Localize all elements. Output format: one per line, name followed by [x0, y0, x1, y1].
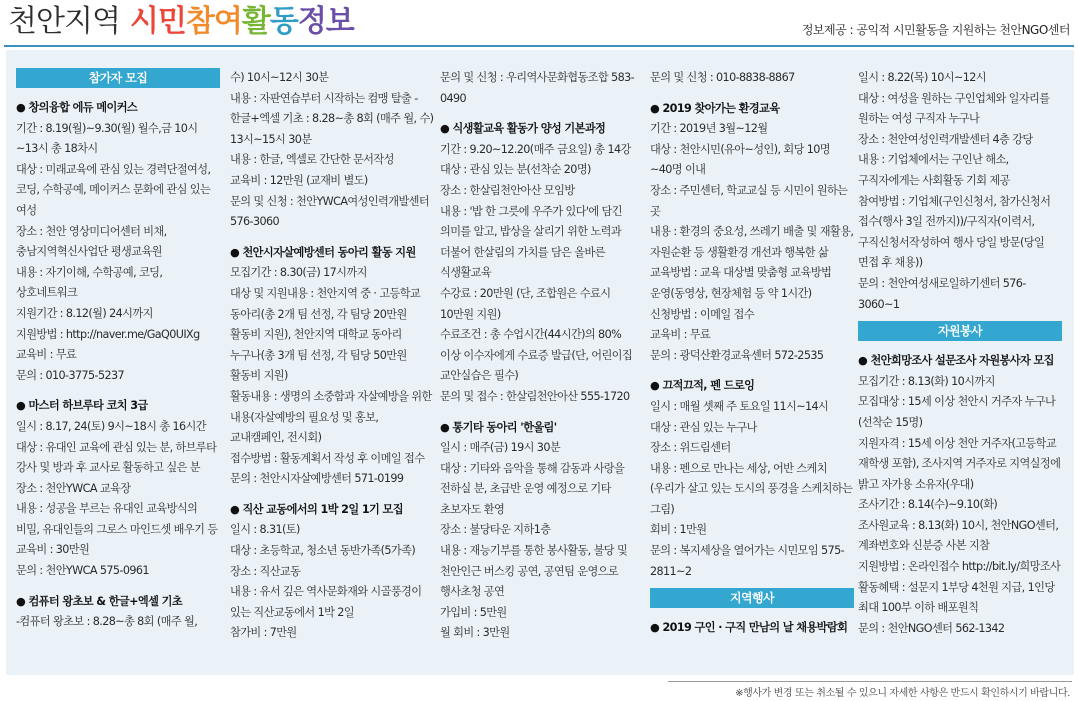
item-detail: 수) 10시~12시 30분: [230, 71, 329, 84]
item-detail: 대상 : 미래교육에 관심 있는 경력단절여성, 코딩, 수학공예, 메이커스 문화에 관심 있는 여성: [16, 162, 211, 217]
item-detail: 내용 : 환경의 중요성, 쓰레기 배출 및 재활용, 자원순환 등 생활환경 개선과 행복한 삶: [650, 225, 854, 259]
item-detail: 문의 : 광덕산환경교육센터 572-2535: [650, 348, 824, 362]
item-detail: 일시 : 8.22(목) 10시~12시: [858, 71, 986, 84]
item-detail: 수강료 : 20만원 (단, 조합원은 수료시 10만원 지원): [440, 286, 611, 321]
item-detail: 장소 : 천안 영상미디어센터 비채, 충남지역혁신사업단 평생교육원: [16, 224, 167, 259]
item-detail: 일시 : 매월 셋째 주 토요일 11시~14시: [650, 399, 829, 413]
footer-note: ※행사가 변경 또는 취소될 수 있으니 자세한 사항은 반드시 확인하시기 바랍니다.: [735, 688, 1070, 699]
item-detail: 장소 : 위드림센터: [650, 441, 731, 455]
item-detail: 문의 : 010-3775-5237: [16, 368, 125, 382]
item-title: ● 컴퓨터 왕초보 & 한글+엑셀 기초: [16, 594, 183, 608]
item-detail: 지원기간 : 8.12(월) 24시까지: [16, 306, 153, 320]
item-detail: 장소 : 천안YWCA 교육장: [16, 481, 131, 495]
item-detail: 가입비 : 5만원: [440, 605, 507, 619]
item-detail: 내용 : 기업체에서는 구인난 해소, 구직자에게는 사회활동 기회 제공: [858, 153, 1010, 187]
item-detail: 장소 : 한살림천안아산 모임방: [440, 183, 575, 197]
item-detail: 교육비 : 12만원 (교재비 별도): [230, 173, 368, 187]
item-detail: 장소 : 주민센터, 학교교실 등 시민이 원하는 곳: [650, 183, 848, 218]
item-detail: 대상 : 초등학교, 청소년 동반가족(5가족): [230, 544, 416, 558]
title-part-2: 참여: [185, 4, 242, 39]
title-part-4: 동: [269, 4, 298, 39]
item-detail: 모집대상 : 15세 이상 천안시 거주자 누구나(선착순 15명): [858, 395, 1056, 429]
item-detail: 문의 : 천안시자살예방센터 571-0199: [230, 472, 404, 486]
item-title: ● 창의융합 에듀 메이커스: [16, 101, 138, 114]
item-detail: -컴퓨터 왕초보 : 8.28~총 8회 (매주 월,: [16, 615, 198, 629]
item-detail: 월 회비 : 3만원: [440, 626, 510, 640]
info-provider: 정보제공 : 공익적 시민활동을 지원하는 천안NGO센터: [801, 23, 1070, 37]
item-detail: 내용 : 유서 깊은 역사문화재와 시골풍경이 있는 직산교동에서 1박 2일: [230, 585, 422, 619]
item-detail: 지원자격 : 15세 이상 천안 거주자(고등학교 재학생 포함), 조사지역 거주자로 지역실정에 밝고 자가용 소유자(우대): [858, 436, 1061, 491]
item-detail: 대상 : 천안시민(유아~성인), 회당 10명~40명 이내: [650, 142, 830, 177]
item-detail: 대상 : 유대인 교육에 관심 있는 분, 하브루타 강사 및 방과 후 교사로 활동하고 싶은 분: [16, 440, 217, 475]
item-detail: 내용 : 자판연습부터 시작하는 컴맹 탈출 -한글+엑셀 기초 : 8.28~총 8회 (매주 월, 수) 13시~15시 30분: [230, 91, 434, 146]
item-detail: 모집기간 : 8.30(금) 17시까지: [230, 266, 367, 280]
section-heading-bar: 자원봉사: [858, 321, 1062, 341]
title-part-3: 활: [241, 4, 270, 39]
item-detail: 내용 : '밥 한 그릇에 우주가 있다'에 담긴 의미를 알고, 밥상을 살리기 위한 노력과 더불어 한살림의 가치를 담은 올바른 식생활교육: [440, 204, 622, 280]
item-detail: 문의 및 신청 : 010-8838-8867: [650, 71, 795, 84]
footer-divider: [668, 681, 1072, 682]
item-detail: 교육방법 : 교육 대상별 맞춤형 교육방법 운영(동영상, 현장체험 등 약 1시간): [650, 266, 832, 300]
section-heading-bar: 참가자 모집: [16, 68, 220, 88]
item-title: ● 2019 구인 · 구직 만남의 날 채용박람회: [650, 621, 848, 635]
item-detail: 내용 : 성공을 부르는 유대인 교육방식의 비밀, 유대인들의 그로스 마인드셋 배우기 등: [16, 502, 218, 536]
item-detail: 문의 : 천안YWCA 575-0961: [16, 564, 149, 578]
column-5: [858, 68, 1062, 639]
content-panel: [6, 50, 1074, 675]
page-title: [8, 2, 354, 42]
item-detail: 활동혜택 : 설문지 1부당 4천원 지급, 1인당 최대 100부 이하 배포원칙: [858, 580, 1055, 615]
item-detail: 장소 : 천안여성인력개발센터 4층 강당: [858, 132, 1033, 146]
item-detail: 지원방법 : http://naver.me/GaQ0UIXg: [16, 327, 200, 341]
item-detail: 참가비 : 7만원: [230, 626, 297, 640]
item-detail: 문의 : 천안여성새로일하기센터 576-3060~1: [858, 276, 1026, 311]
item-detail: 모집기간 : 8.13(화) 10시까지: [858, 374, 995, 388]
item-detail: 대상 : 관심 있는 누구나: [650, 420, 757, 434]
header: [0, 0, 1078, 50]
item-title: ● 직산 교동에서의 1박 2일 1기 모집: [230, 502, 403, 516]
item-detail: 일시 : 8.17, 24(토) 9시~18시 총 16시간: [16, 419, 206, 433]
item-title: ● 2019 찾아가는 환경교육: [650, 101, 780, 115]
column-1: [16, 68, 220, 633]
item-title: ● 천안희망조사 설문조사 자원봉사자 모집: [858, 354, 1054, 368]
item-detail: 기간 : 2019년 3월~12월: [650, 122, 768, 136]
item-detail: 대상 : 기타와 음악을 통해 감동과 사랑을 전하실 분, 초급반 운영 예정으로 기타 초보자도 환영: [440, 461, 625, 516]
item-detail: 문의 : 복지세상을 열어가는 시민모임 575-2811~2: [650, 544, 845, 578]
item-detail: 일시 : 매주(금) 19시 30분: [440, 441, 561, 455]
item-detail: 기간 : 8.19(월)~9.30(월) 월수,금 10시~13시 총 18차시: [16, 121, 198, 156]
item-title: ● 통기타 동아리 '한울림': [440, 420, 557, 434]
item-detail: 교육비 : 30만원: [16, 543, 90, 557]
item-detail: 장소 : 직산교동: [230, 564, 301, 578]
item-detail: 내용 : 펜으로 만나는 세상, 어반 스케치 (우리가 살고 있는 도시의 풍경을 스케치하는 그림): [650, 461, 853, 516]
item-title: ● 천안시자살예방센터 동아리 활동 지원: [230, 245, 416, 259]
item-detail: 문의 및 신청 : 천안YWCA여성인력개발센터 576-3060: [230, 194, 430, 229]
item-detail: 내용 : 한글, 엑셀로 간단한 문서작성: [230, 153, 394, 167]
item-detail: 대상 및 지원내용 : 천안지역 중 · 고등학교 동아리(총 2개 팀 선정, 각 팀당 20만원 활동비 지원), 천안지역 대학교 동아리 누구나(총 3개 팀 선정, 각 팀당 50만원 활동비 지원): [230, 286, 421, 383]
title-part-1: 시민: [129, 4, 186, 39]
item-detail: 내용 : 재능기부를 통한 봉사활동, 불당 및 천안인근 버스킹 공연, 공연팀 운영으로 행사초청 공연: [440, 544, 628, 599]
column-3: [440, 68, 644, 644]
title-part-5: 정보: [297, 4, 354, 39]
item-detail: 교육비 : 무료: [16, 348, 77, 362]
column-4: [650, 68, 854, 639]
item-detail: 문의 및 신청 : 우리역사문화협동조합 583-0490: [440, 71, 635, 105]
item-detail: 참여방법 : 기업체(구인신청서, 참가신청서 접수(행사 3일 전까지))/구직자(이력서, 구직신청서작성하여 행사 당일 방문(당일 면접 후 채용)): [858, 194, 1051, 270]
item-detail: 조사원교육 : 8.13(화) 10시, 천안NGO센터, 계좌번호와 신분증 사본 지참: [858, 518, 1059, 553]
item-title: ● 마스터 하브루타 코치 3급: [16, 399, 148, 413]
footer: [0, 675, 1078, 701]
section-heading-bar: 지역행사: [650, 588, 854, 608]
item-detail: 대상 : 관심 있는 분(선착순 20명): [440, 163, 591, 177]
item-detail: 내용 : 자기이해, 수학공예, 코딩, 상호네트워크: [16, 265, 163, 300]
item-detail: 일시 : 8.31(토): [230, 523, 300, 537]
item-detail: 문의 : 천안NGO센터 562-1342: [858, 621, 1005, 635]
item-detail: 활동내용 : 생명의 소중함과 자살예방을 위한 내용(자살예방의 필요성 및 홍보, 교내캠페인, 전시회): [230, 389, 432, 445]
item-detail: 신청방법 : 이메일 접수: [650, 307, 754, 321]
item-detail: 기간 : 9.20~12.20(매주 금요일) 총 14강: [440, 142, 631, 156]
item-title: ● 끄적끄적, 펜 드로잉: [650, 379, 755, 393]
item-title: ● 식생활교육 활동가 양성 기본과정: [440, 122, 606, 136]
item-detail: 교육비 : 무료: [650, 328, 711, 342]
item-detail: 장소 : 불당타운 지하1층: [440, 523, 551, 537]
item-detail: 수료조건 : 총 수업시간(44시간)의 80% 이상 이수자에게 수료증 발급(단, 어린이집 교안실습은 필수): [440, 328, 633, 383]
item-detail: 조사기간 : 8.14(수)~9.10(화): [858, 498, 998, 512]
item-detail: 지원방법 : 온라인접수 http://bit.ly/희망조사: [858, 560, 1061, 574]
item-detail: 접수방법 : 활동계획서 작성 후 이메일 접수: [230, 451, 425, 465]
item-detail: 문의 및 접수 : 한살림천안아산 555-1720: [440, 389, 630, 403]
item-detail: 회비 : 1만원: [650, 523, 707, 537]
title-prefix: 천안지역: [8, 4, 120, 39]
header-divider: [4, 45, 1074, 47]
column-2: [230, 68, 434, 644]
item-detail: 대상 : 여성을 원하는 구인업체와 일자리를 원하는 여성 구직자 누구나: [858, 91, 1050, 126]
